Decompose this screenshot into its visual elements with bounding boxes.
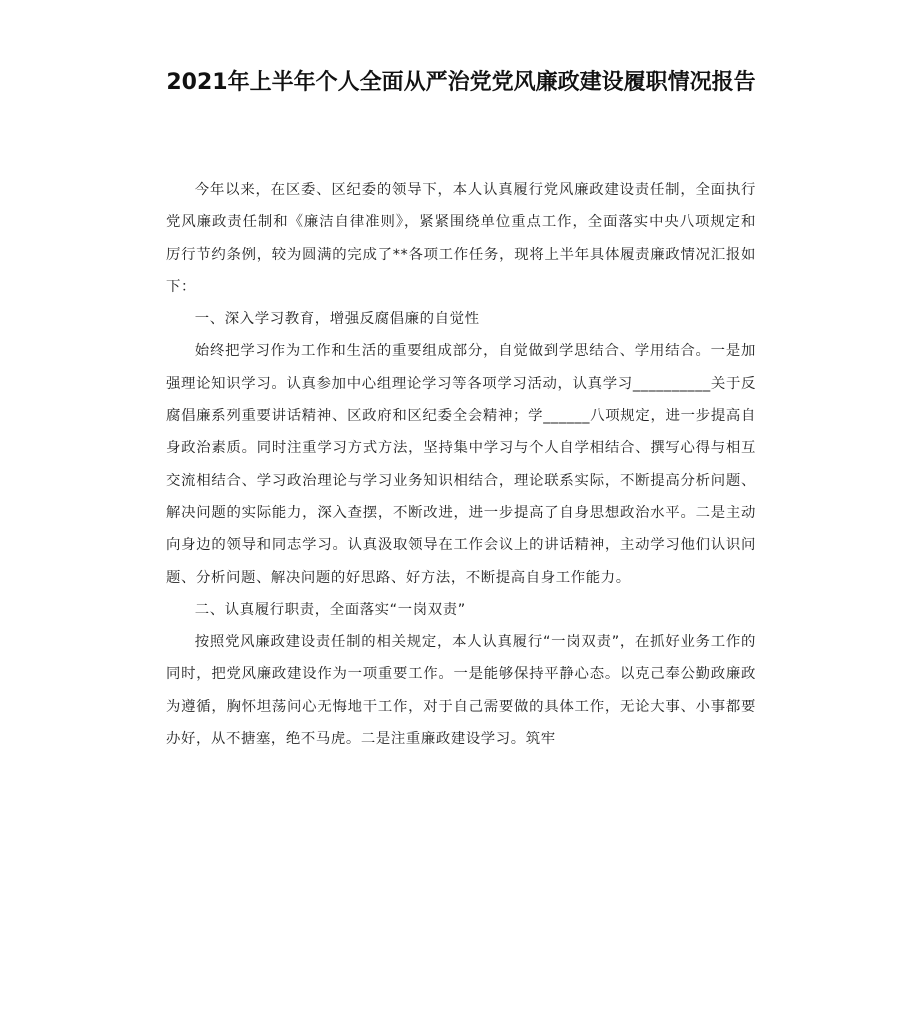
section-heading-1: 一、深入学习教育，增强反腐倡廉的自觉性 <box>194 311 480 328</box>
intro-paragraph: 今年以来，在区委、区纪委的领导下，本人认真履行党风廉政建设责任制，全面执行党风廉政责任制和《廉洁自律准则》，紧紧围绕单位重点工作，全面落实中央八项规定和厉行节约条例，较为圆满的完成了**各项工作任务，现将上半年具体履责廉政情况汇报如下： <box>166 182 756 295</box>
section-2-paragraph: 按照党风廉政建设责任制的相关规定，本人认真履行“一岗双责”，在抓好业务工作的同时，把党风廉政建设作为一项重要工作。一是能够保持平静心态。以克己奉公勤政廉政为遵循，胸怀坦荡问心无悔地干工作，对于自己需要做的具体工作，无论大事、小事都要办好，从不搪塞，绝不马虎。二是注重廉政建设学习。筑牢 <box>166 634 756 748</box>
section-heading-2: 二、认真履行职责，全面落实“一岗双责” <box>194 601 466 618</box>
document-title: 2021年上半年个人全面从严治党党风廉政建设履职情况报告 <box>166 70 756 95</box>
section-1-paragraph: 始终把学习作为工作和生活的重要组成部分，自觉做到学思结合、学用结合。一是加强理论知识学习。认真参加中心组理论学习等各项学习活动，认真学习__________关于反腐倡廉系列重要讲话精神、区政府和区纪委全会精神；学______八项规定，进一步提高自身政治素质。同时注重学习方式方法，坚持集中学习与个人自学相结合、撰写心得与相互交流相结合、学习政治理论与学习业务知识相结合，理论联系实际，不断提高分析问题、解决问题的实际能力，深入查摆，不断改进，进一步提高了自身思想政治水平。二是主动向身边的领导和同志学习。认真汲取领导在工作会议上的讲话精神，主动学习他们认识问题、分析问题、解决问题的好思路、好方法，不断提高自身工作能力。 <box>166 343 756 586</box>
document-body <box>166 174 756 755</box>
